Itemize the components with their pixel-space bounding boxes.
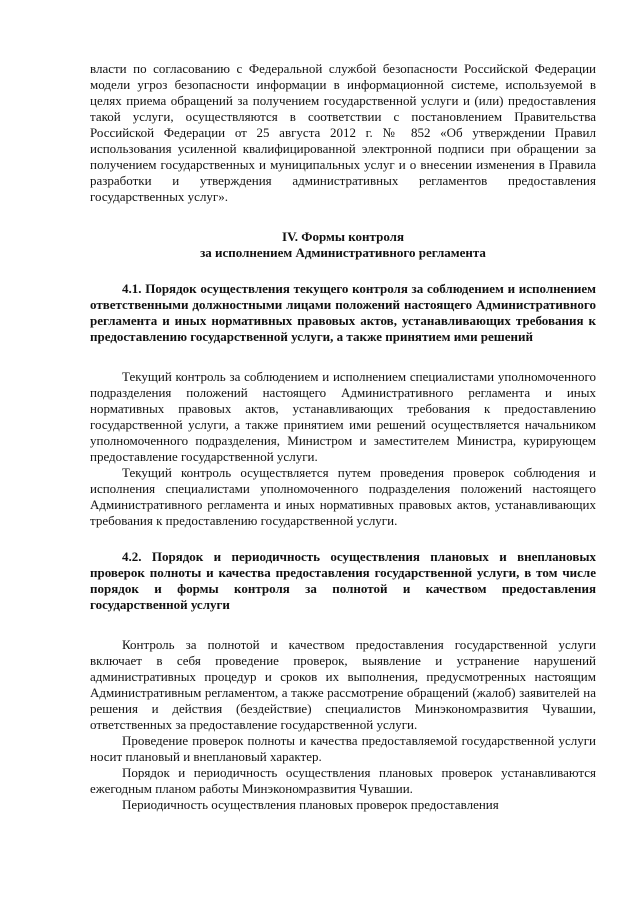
subsection-4-2-paragraph-4: Периодичность осуществления плановых проверок предоставления [122,797,499,812]
section-title-line-1: IV. Формы контроля [282,229,404,244]
subsection-4-2-paragraph-3: Порядок и периодичность осуществления плановых проверок устанавливаются ежегодным планом работы Минэкономразвития Чувашии. [90,765,596,796]
subsection-4-2-title: 4.2. Порядок и периодичность осуществления плановых и внеплановых проверок полноты и качества предоставления государственной услуги, в том числе порядок и формы контроля за полнотой и качеством предоставления государственной услуги [90,549,596,612]
subsection-4-1-title: 4.1. Порядок осуществления текущего контроля за соблюдением и исполнением ответственными должностными лицами положений настоящего Административного регламента и иных нормативных правовых актов, устанавливающих требования к предоставлению государственной услуги, а также принятием ими решений [90,281,596,344]
subsection-4-2-paragraph-1: Контроль за полнотой и качеством предоставления государственной услуги включает в себя проведение проверок, выявление и устранение нарушений административных процедур и сроков их выполнения, предусмотренных настоящим Административным регламентом, а также рассмотрение обращений (жалоб) заявителей на решения и действия (бездействие) специалистов Минэкономразвития Чувашии, ответственных за предоставление государственной услуги. [90,637,596,732]
subsection-4-2-paragraph-2: Проведение проверок полноты и качества предоставляемой государственной услуги носит плановый и внеплановый характер. [90,733,596,764]
intro-paragraph: власти по согласованию с Федеральной службой безопасности Российской Федерации модели угроз безопасности информации в информационной системе, используемой в целях приема обращений за получением государственной услуги и (или) предоставления такой услуги, осуществляются в соответствии с постановлением Правительства Российской Федерации от 25 августа 2012 г. № 852 «Об утверждении Правил использования усиленной квалифицированной электронной подписи при обращении за получением государственных и муниципальных услуг и о внесении изменения в Правила разработки и утверждения административных регламентов предоставления государственных услуг». [90,61,596,204]
subsection-4-1-paragraph-2: Текущий контроль осуществляется путем проведения проверок соблюдения и исполнения специалистами уполномоченного подразделения положений настоящего Административного регламента и иных нормативных правовых актов, устанавливающих требования к предоставлению государственной услуги. [90,465,596,528]
document-page [90,61,596,813]
subsection-4-1-paragraph-1: Текущий контроль за соблюдением и исполнением специалистами уполномоченного подразделения положений настоящего Административного регламента и иных нормативных правовых актов, устанавливающих требования к предоставлению государственной услуги, а также принятием ими решений осуществляется начальником уполномоченного подразделения, Министром и заместителем Министра, курирующем предоставление государственной услуги. [90,369,596,464]
section-title-line-2: за исполнением Административного регламента [200,245,486,260]
